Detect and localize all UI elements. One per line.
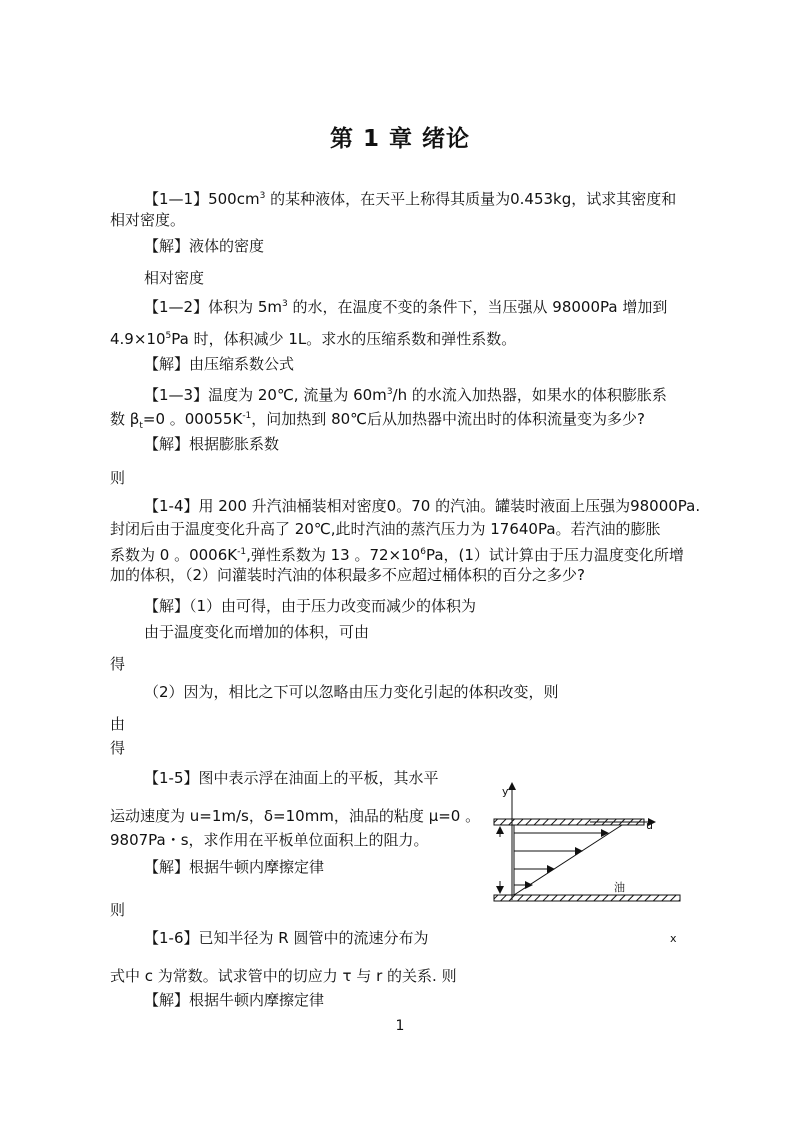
problem-1-2-line-1: 【1—2】体积为 $5m^3$ 的水，在温度不变的条件下，当压强从 98000Pa 增加到 — [144, 298, 668, 316]
bottom-wall — [494, 895, 680, 901]
solution-1-1-line-2: 相对密度 — [144, 269, 205, 287]
solution-tag: 【解】 — [144, 237, 190, 255]
problem-1-1-line-1: 【1—1】$500cm^3$ 的某种液体，在天平上称得其质量为0.453kg，试求其密度和 — [144, 190, 677, 208]
solution-tag: 【解】 — [144, 355, 190, 373]
problem-tag: 【1—3】 — [144, 386, 209, 404]
problem-1-6-line-2: 式中 c 为常数。试求管中的切应力 τ 与 r 的关系. 则 — [110, 967, 457, 985]
problem-tag: 【1—1】 — [144, 190, 209, 208]
problem-1-4-line-3: 系数为 0 。$0006K^{-1}$,弹性系数为 13 。$72\times 10^6Pa$，(1）试计算由于压力温度变化所增 — [110, 546, 684, 564]
solution-tag: 【解】 — [144, 597, 190, 615]
solution-1-4-line-2: 由于温度变化而增加的体积，可由 — [144, 623, 370, 641]
problem-1-5-line-2: 运动速度为 u=1m/s，δ=10mm，油品的粘度 μ=0 。 — [110, 807, 481, 825]
problem-1-3-line-1: 【1—3】温度为 20℃, 流量为 $60m^3/h$ 的水流入加热器，如果水的体积膨胀系 — [144, 386, 667, 404]
solution-1-3-line-1: 【解】根据膨胀系数 — [144, 435, 280, 453]
solution-tag: 【解】 — [144, 435, 190, 453]
solution-1-5-line-1: 【解】根据牛顿内摩擦定律 — [144, 858, 325, 876]
page-number: 1 — [395, 1018, 405, 1034]
problem-1-5-line-3: 9807Pa・s，求作用在平板单位面积上的阻力。 — [110, 831, 429, 849]
problem-tag: 【1-6】 — [144, 929, 199, 947]
problem-tag: 【1—2】 — [144, 298, 209, 316]
page-title: 第 1 章 绪论 — [329, 126, 471, 152]
problem-1-5-line-1: 【1-5】图中表示浮在油面上的平板，其水平 — [144, 769, 439, 787]
problem-1-3-line-2: 数 $\beta_t=0$ 。$00055K^{-1}$，问加热到 80℃后从加热器中流出时的体积流量变为多少? — [110, 410, 645, 431]
solution-1-4-line-5: 由 — [110, 715, 126, 733]
solution-1-5-line-2: 则 — [110, 901, 126, 919]
oil-label: 油 — [614, 881, 625, 894]
solution-1-3-line-2: 则 — [110, 469, 126, 487]
problem-1-1-line-2: 相对密度。 — [110, 211, 186, 229]
velocity-profile-diagram — [490, 775, 690, 950]
problem-1-4-line-1: 【1-4】用 200 升汽油桶装相对密度0。70 的汽油。罐装时液面上压强为98000Pa. — [144, 497, 701, 515]
solution-1-1-line-1: 【解】液体的密度 — [144, 237, 265, 255]
solution-1-4-line-3: 得 — [110, 655, 126, 673]
solution-tag: 【解】 — [144, 858, 190, 876]
u-label: u — [646, 819, 653, 832]
problem-tag: 【1-4】 — [144, 497, 199, 515]
problem-1-6-line-1: 【1-6】已知半径为 R 圆管中的流速分布为 — [144, 929, 429, 947]
solution-1-4-line-4: （2）因为，相比之下可以忽略由压力变化引起的体积改变，则 — [144, 683, 559, 701]
problem-tag: 【1-5】 — [144, 769, 199, 787]
solution-1-4-line-1: 【解】（1）由可得，由于压力改变而减少的体积为 — [144, 597, 477, 615]
x-axis-label: x — [670, 932, 677, 945]
y-axis-label: y — [502, 785, 509, 798]
problem-1-4-line-2: 封闭后由于温度变化升高了 20℃,此时汽油的蒸汽压力为 17640Pa。若汽油的膨胀 — [110, 520, 661, 538]
solution-1-6: 【解】根据牛顿内摩擦定律 — [144, 991, 325, 1009]
problem-1-4-line-4: 加的体积，（2）问灌装时汽油的体积最多不应超过桶体积的百分之多少? — [110, 566, 586, 584]
solution-1-2: 【解】由压缩系数公式 — [144, 355, 295, 373]
solution-tag: 【解】 — [144, 991, 190, 1009]
velocity-profile-figure — [490, 775, 690, 950]
problem-1-2-line-2: $4.9\times 10^5Pa$ 时，体积减少 1L。求水的压缩系数和弹性系数。 — [110, 330, 517, 348]
solution-1-4-line-6: 得 — [110, 739, 126, 757]
